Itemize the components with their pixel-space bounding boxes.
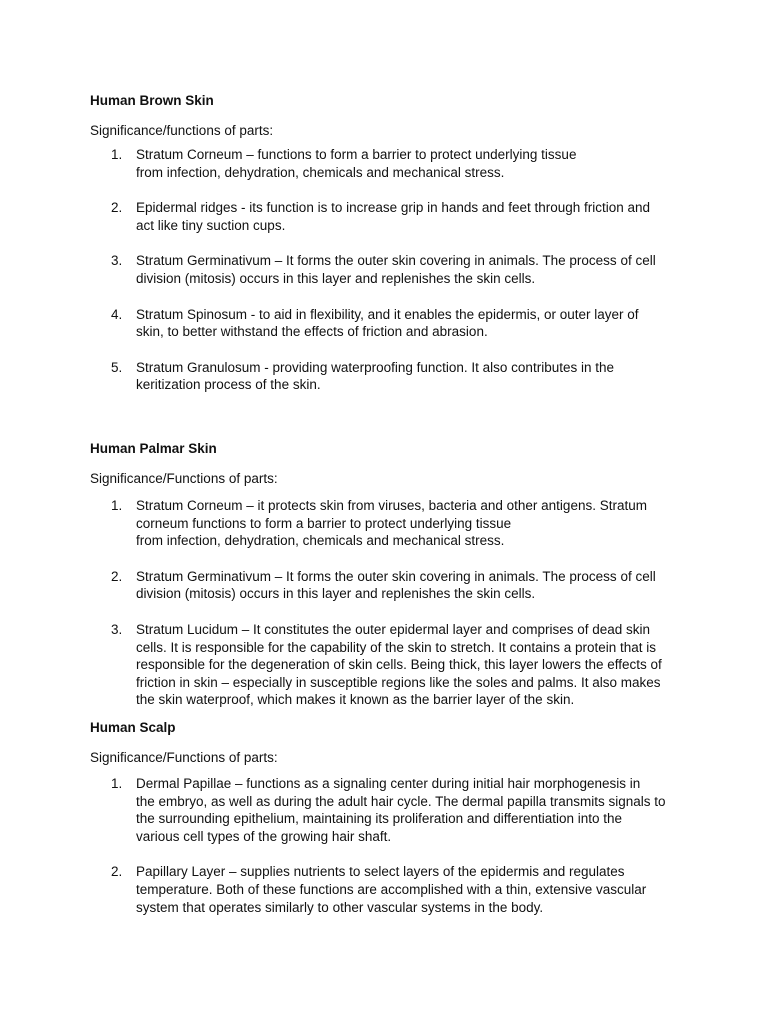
text-line: Stratum Germinativum – It forms the outer skin covering in animals. The process of cell [136, 253, 656, 269]
text-line: Stratum Corneum – functions to form a barrier to protect underlying tissue [136, 147, 577, 162]
list-number: 3. [111, 621, 123, 637]
text-line: Stratum Corneum – it protects skin from viruses, bacteria and other antigens. Stratum [136, 498, 647, 513]
numbered-list [0, 775, 768, 916]
list-number: 1. [111, 498, 123, 513]
text-line: Epidermal ridges - its function is to increase grip in hands and feet through friction and [136, 200, 651, 216]
text-line: Dermal Papillae – functions as a signaling center during initial hair morphogenesis in [136, 776, 641, 791]
list-item [0, 199, 768, 234]
text-line: Stratum Spinosum - to aid in flexibility, and it enables the epidermis, or outer layer of [136, 306, 639, 322]
list-text [136, 359, 688, 394]
text-line: Stratum Granulosum - providing waterproofing function. It also contributes in the [136, 359, 614, 375]
section-heading: Human Scalp [90, 720, 176, 735]
section-heading: Human Palmar Skin [90, 441, 217, 456]
list-item [0, 775, 768, 845]
list-number: 5. [111, 359, 123, 375]
section-heading: Human Brown Skin [90, 93, 214, 108]
numbered-list [0, 497, 768, 709]
text-line: Stratum Lucidum – It constitutes the outer epidermal layer and comprises of dead skin [136, 621, 651, 637]
list-number: 2. [111, 568, 123, 584]
text-line: division (mitosis) occurs in this layer and replenishes the skin cells. [136, 270, 536, 286]
list-item [0, 359, 768, 394]
list-item [0, 568, 768, 603]
text-line: various cell types of the growing hair shaft. [136, 828, 392, 844]
text-line: the embryo, as well as during the adult hair cycle. The dermal papilla transmits signals to [136, 793, 666, 809]
list-number: 3. [111, 253, 123, 269]
list-item [0, 621, 768, 709]
section-subheading: Significance/Functions of parts: [90, 750, 278, 765]
list-text [136, 497, 688, 550]
list-item [0, 252, 768, 287]
list-text [136, 863, 688, 916]
list-item [0, 497, 768, 550]
text-line: from infection, dehydration, chemicals and mechanical stress. [136, 164, 505, 180]
text-line: friction in skin – especially in susceptible regions like the soles and palms. It also makes [136, 674, 661, 690]
list-text [136, 199, 688, 234]
text-line: Papillary Layer – supplies nutrients to select layers of the epidermis and regulates [136, 864, 625, 880]
text-line: keritization process of the skin. [136, 377, 321, 393]
text-line: division (mitosis) occurs in this layer and replenishes the skin cells. [136, 586, 536, 602]
list-item [0, 863, 768, 916]
list-text [136, 252, 688, 287]
list-number: 1. [111, 776, 123, 791]
list-number: 4. [111, 306, 123, 322]
list-item [0, 146, 768, 181]
list-text [136, 306, 688, 341]
text-line: temperature. Both of these functions are accomplished with a thin, extensive vascular [136, 881, 647, 897]
text-line: responsible for the degeneration of skin cells. Being thick, this layer lowers the effects of [136, 657, 662, 673]
text-line: the surrounding epithelium, maintaining its proliferation and differentiation into the [136, 811, 623, 827]
text-line: skin, to better withstand the effects of friction and abrasion. [136, 324, 488, 340]
section-subheading: Significance/functions of parts: [90, 123, 274, 138]
list-text [136, 621, 688, 709]
list-number: 2. [111, 864, 123, 880]
text-line: from infection, dehydration, chemicals and mechanical stress. [136, 533, 505, 549]
list-number: 1. [111, 147, 123, 162]
text-line: system that operates similarly to other vascular systems in the body. [136, 899, 544, 915]
section-subheading: Significance/Functions of parts: [90, 471, 278, 486]
list-text [136, 146, 688, 181]
text-line: cells. It is responsible for the capability of the skin to stretch. It contains a protein that is [136, 639, 657, 655]
list-text [136, 568, 688, 603]
list-number: 2. [111, 200, 123, 216]
numbered-list [0, 146, 768, 394]
text-line: Stratum Germinativum – It forms the outer skin covering in animals. The process of cell [136, 568, 656, 584]
text-line: act like tiny suction cups. [136, 217, 286, 233]
list-text [136, 775, 688, 845]
list-item [0, 306, 768, 341]
text-line: the skin waterproof, which makes it known as the barrier layer of the skin. [136, 692, 575, 708]
text-line: corneum functions to form a barrier to protect underlying tissue [136, 515, 512, 531]
